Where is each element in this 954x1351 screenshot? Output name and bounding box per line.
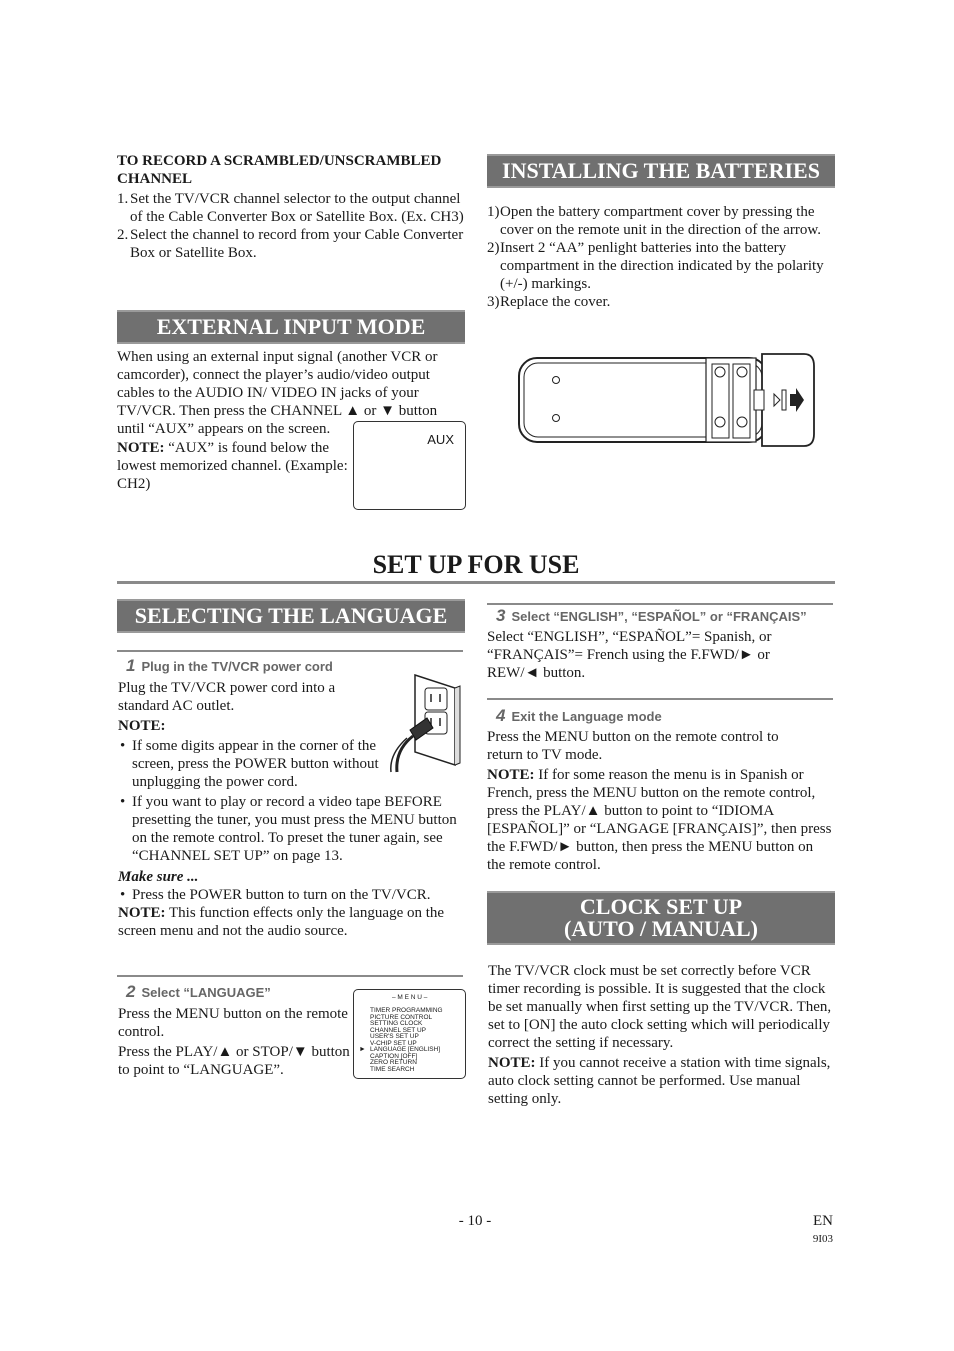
batteries-title: INSTALLING THE BATTERIES [502, 158, 820, 183]
step2-heading: 2 Select “LANGUAGE” [126, 982, 271, 1001]
menu-title: – M E N U – [392, 994, 428, 1001]
clock-text: The TV/VCR clock must be set correctly before VCR timer recording is possible. It is suggested that the clock be set manually when first setting up the TV/VCR. Then, set to [ON] the auto clock setting which will periodically correct the setting if necessary. NOTE: If you cannot receive a station with time signals, auto clock setting cannot be performed. Use manual setting only. [488, 963, 832, 1107]
menu-item: ZERO RETURN [370, 1059, 417, 1066]
batteries-steps [487, 203, 832, 311]
menu-item: CHANNEL SET UP [370, 1026, 426, 1034]
list-item: • If you want to play or record a video tape BEFORE presetting the tuner, you must press the MENU button on the remote control. To preset the tuner again, see “CHANNEL SET UP” on page 13. [118, 793, 463, 865]
page-number: - 10 - [458, 1213, 492, 1229]
list-item: 3) Replace the cover. [487, 294, 611, 310]
external-intro: When using an external input signal (another VCR or camcorder), connect the player’s audio/video output cables to the AUDIO IN/ VIDEO IN jacks of your TV/VCR. Then press the CHANNEL ▲ or ▼ button until “AUX” appears on the screen. [117, 349, 438, 437]
menu-item: TIMER PROGRAMMING [370, 1007, 443, 1014]
step2-rule [117, 975, 463, 977]
step4-text: Press the MENU button on the remote control to return to TV mode. NOTE: If for some reason the menu is in Spanish or French, press the MENU button on the remote control, press the PLAY/▲ button to point to “IDIOMA [ESPAÑOL]” or “LANGAGE [FRANÇAIS]”, then press the F.FWD/► button, then press the MENU button on the remote control. [487, 729, 832, 873]
scrambled-heading: TO RECORD A SCRAMBLED/UNSCRAMBLED CHANNEL [117, 153, 442, 187]
language-title: SELECTING THE LANGUAGE [134, 603, 448, 628]
list-item: 2) Insert 2 “AA” penlight batteries into the battery compartment in the direction indicated by the polarity (+/-) markings. [487, 240, 824, 292]
external-note [117, 439, 349, 493]
list-item: 1. Set the TV/VCR channel selector to the output channel of the Cable Converter Box or Satellite Box. (Ex. CH3) [117, 191, 464, 225]
menu-cursor-icon: ► [359, 1046, 366, 1053]
clock-title-line2: (AUTO / MANUAL) [564, 916, 758, 941]
clock-banner [487, 891, 835, 945]
language-banner [117, 599, 465, 633]
menu-item: SETTING CLOCK [370, 1020, 423, 1027]
menu-item: USER'S SET UP [370, 1033, 419, 1040]
step3-rule [487, 603, 833, 605]
list-item: • If some digits appear in the corner of the screen, press the POWER button without unplugging the power cord. [118, 737, 382, 791]
menu-list [370, 1008, 443, 1073]
setup-rule [117, 581, 835, 584]
step1-bullets: • If some digits appear in the corner of the screen, press the POWER button without unplugging the power cord. • If you want to play or record a video tape BEFORE presetting the tuner, you must press the MENU button on the remote control. To preset the tuner again, see “CHANNEL SET UP” on page 13. Make sure ... • Press the POWER button to turn on the TV/VCR. NOTE: This function effects only the language on the screen menu and not the audio source. [118, 737, 463, 940]
external-input-title: EXTERNAL INPUT MODE [156, 314, 426, 339]
menu-item: CAPTION [OFF] [370, 1052, 418, 1060]
aux-label: AUX [427, 432, 454, 447]
menu-item: TIME SEARCH [370, 1065, 415, 1073]
step4-rule [487, 698, 833, 700]
make-sure-label: Make sure ... [118, 869, 199, 885]
setup-title: SET UP FOR USE [372, 550, 580, 579]
note-label: NOTE: [117, 440, 165, 456]
list-item: 2. Select the channel to record from your Cable Converter Box or Satellite Box. [117, 227, 464, 261]
list-item: 1) Open the battery compartment cover by pressing the cover on the remote unit in the direction of the arrow. [487, 204, 821, 238]
menu-item: PICTURE CONTROL [370, 1013, 433, 1021]
remote-battery-illustration [516, 350, 816, 450]
language-code: EN [813, 1213, 833, 1229]
list-item: • Press the POWER button to turn on the TV/VCR. [118, 886, 463, 904]
step1-heading: 1 Plug in the TV/VCR power cord [126, 656, 333, 675]
scrambled-section [117, 152, 469, 262]
note-text: “AUX” is found below the lowest memorized channel. (Example: CH2) [117, 440, 348, 492]
batteries-steps-block [487, 203, 832, 311]
clock-title-line1: CLOCK SET UP [579, 894, 743, 919]
batteries-banner [487, 154, 835, 188]
aux-screen [353, 421, 466, 510]
scrambled-steps [117, 190, 469, 262]
document-code: 9I03 [812, 1233, 833, 1245]
step2-text: Press the MENU button on the remote control. Press the PLAY/▲ or STOP/▼ button to point to “LANGUAGE”. [118, 1006, 350, 1078]
step1-rule [117, 650, 463, 652]
menu-screen [353, 989, 466, 1079]
external-input-banner [117, 310, 465, 344]
step4-heading: 4 Exit the Language mode [496, 706, 662, 725]
step3-text: Select “ENGLISH”, “ESPAÑOL”= Spanish, or “FRANÇAIS”= French using the F.FWD/► or REW/◄ button. [487, 629, 772, 681]
step1-text: Plug the TV/VCR power cord into a standard AC outlet. NOTE: [118, 680, 336, 734]
menu-item: V-CHIP SET UP [370, 1039, 417, 1047]
step3-heading: 3 Select “ENGLISH”, “ESPAÑOL” or “FRANÇAIS” [496, 606, 807, 625]
menu-item: LANGUAGE [ENGLISH] [370, 1046, 441, 1053]
